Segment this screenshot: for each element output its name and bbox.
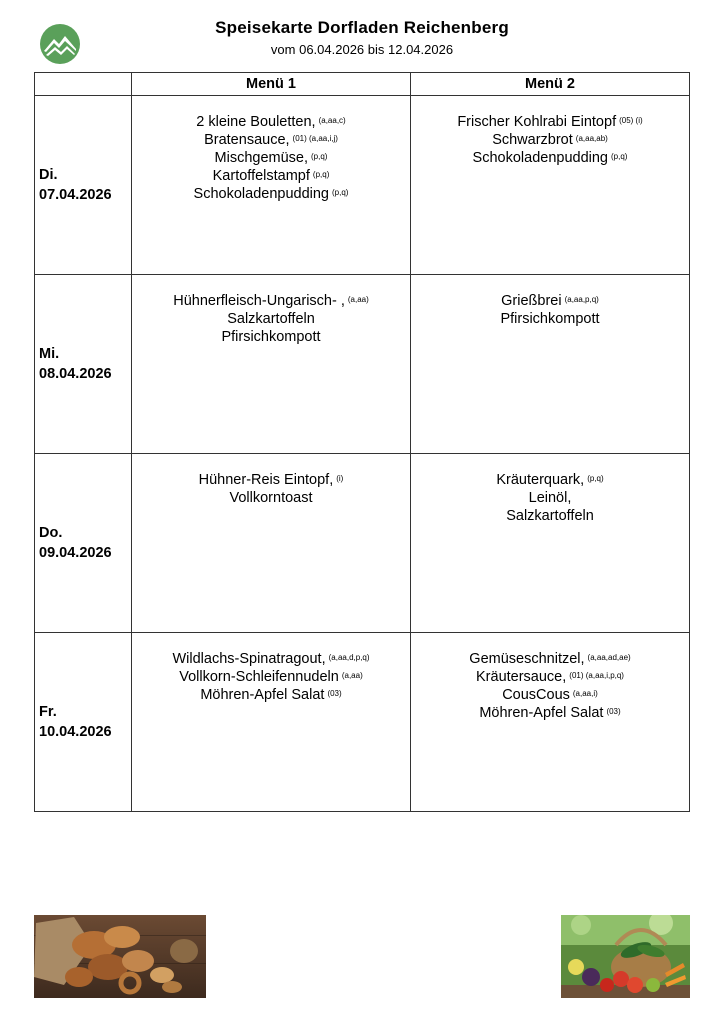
day-cell [35, 633, 132, 812]
dish-item [132, 185, 410, 203]
allergen-codes: (a,aa,ad,ae) [587, 653, 631, 662]
dish-item [411, 507, 689, 525]
dish-item [132, 292, 410, 310]
dish-name: Gemüseschnitzel, [469, 651, 585, 667]
dish-item [411, 704, 689, 722]
dish-name: CousCous [502, 687, 570, 703]
allergen-codes: (05) (i) [619, 116, 643, 125]
page-title: Speisekarte Dorfladen Reichenberg [215, 18, 509, 37]
menu2-cell [411, 454, 690, 633]
allergen-codes: (p,q) [311, 152, 328, 161]
allergen-codes: (a,aa,ab) [575, 134, 608, 143]
dish-name: Bratensauce, [204, 132, 290, 148]
dish-name: Pfirsichkompott [500, 311, 600, 327]
table-header-row [35, 73, 690, 96]
allergen-codes: (i) [336, 474, 344, 483]
dish-item [132, 167, 410, 185]
dish-item [132, 489, 410, 507]
dish-name: Kräuterquark, [496, 472, 585, 488]
dish-item [411, 149, 689, 167]
menu1-cell [132, 275, 411, 454]
date: 08.04.2026 [39, 366, 112, 382]
allergen-codes: (03) [606, 707, 621, 716]
dish-name: Schokoladenpudding [472, 150, 608, 166]
allergen-codes: (a,aa) [341, 671, 363, 680]
date: 10.04.2026 [39, 724, 112, 740]
dish-name: Hühnerfleisch-Ungarisch- , [173, 293, 345, 309]
day-cell [35, 96, 132, 275]
dish-name: Vollkorn-Schleifennudeln [179, 669, 339, 685]
dish-item [411, 471, 689, 489]
weekday: Mi. [39, 346, 60, 362]
allergen-codes: (a,aa,c) [318, 116, 346, 125]
dish-item [132, 131, 410, 149]
dish-name: Salzkartoffeln [506, 508, 594, 524]
menu1-cell [132, 96, 411, 275]
dish-item [411, 292, 689, 310]
dish-name: Salzkartoffeln [227, 311, 315, 327]
dish-item [411, 131, 689, 149]
dish-item [411, 310, 689, 328]
menu2-column-header: Menü 2 [411, 73, 690, 96]
bread-photo [34, 915, 206, 998]
dish-name: Vollkorntoast [229, 490, 313, 506]
table-row [35, 96, 690, 275]
allergen-codes: (p,q) [332, 188, 349, 197]
allergen-codes: (a,aa,i) [572, 689, 598, 698]
menu1-cell [132, 633, 411, 812]
dish-name: Kräutersauce, [476, 669, 567, 685]
dish-item [132, 149, 410, 167]
dish-name: 2 kleine Bouletten, [196, 114, 316, 130]
table-row [35, 633, 690, 812]
weekday: Do. [39, 525, 63, 541]
dish-name: Pfirsichkompott [221, 329, 321, 345]
dish-item [411, 489, 689, 507]
dish-name: Wildlachs-Spinatragout, [172, 651, 326, 667]
allergen-codes: (a,aa,p,q) [564, 295, 599, 304]
weekday: Di. [39, 167, 58, 183]
weekday: Fr. [39, 704, 57, 720]
day-column-header [35, 73, 132, 96]
dish-name: Möhren-Apfel Salat [479, 705, 604, 721]
menu1-cell [132, 454, 411, 633]
dish-name: Kartoffelstampf [212, 168, 310, 184]
day-cell [35, 454, 132, 633]
menu1-column-header: Menü 1 [132, 73, 411, 96]
dish-item [411, 668, 689, 686]
menu2-cell [411, 633, 690, 812]
menu-table [34, 72, 690, 812]
date: 07.04.2026 [39, 187, 112, 203]
dish-name: Hühner-Reis Eintopf, [198, 472, 334, 488]
dish-item [132, 113, 410, 131]
allergen-codes: (p,q) [312, 170, 330, 179]
dish-item [132, 328, 410, 346]
dish-item [132, 650, 410, 668]
allergen-codes: (03) [327, 689, 342, 698]
allergen-codes: (a,aa,d,p,q) [328, 653, 370, 662]
table-row [35, 275, 690, 454]
day-cell [35, 275, 132, 454]
menu2-cell [411, 96, 690, 275]
dish-item [132, 668, 410, 686]
allergen-codes: (p,q) [611, 152, 628, 161]
dish-name: Leinöl, [528, 490, 572, 506]
dish-name: Schokoladenpudding [193, 186, 329, 202]
dish-item [411, 113, 689, 131]
dish-item [411, 686, 689, 704]
dish-name: Mischgemüse, [214, 150, 309, 166]
date: 09.04.2026 [39, 545, 112, 561]
date-range: vom 06.04.2026 bis 12.04.2026 [270, 42, 454, 57]
dish-name: Schwarzbrot [492, 132, 573, 148]
allergen-codes: (01) (a,aa,i,p,q) [569, 671, 624, 680]
dish-item [411, 650, 689, 668]
allergen-codes: (01) (a,aa,i,j) [292, 134, 338, 143]
dish-name: Grießbrei [501, 293, 562, 309]
dish-item [132, 686, 410, 704]
dish-item [132, 471, 410, 489]
dish-item [132, 310, 410, 328]
dish-name: Möhren-Apfel Salat [200, 687, 325, 703]
allergen-codes: (p,q) [587, 474, 604, 483]
table-row [35, 454, 690, 633]
allergen-codes: (a,aa) [347, 295, 369, 304]
menu2-cell [411, 275, 690, 454]
dish-name: Frischer Kohlrabi Eintopf [457, 114, 617, 130]
vegetable-basket-photo [561, 915, 690, 998]
